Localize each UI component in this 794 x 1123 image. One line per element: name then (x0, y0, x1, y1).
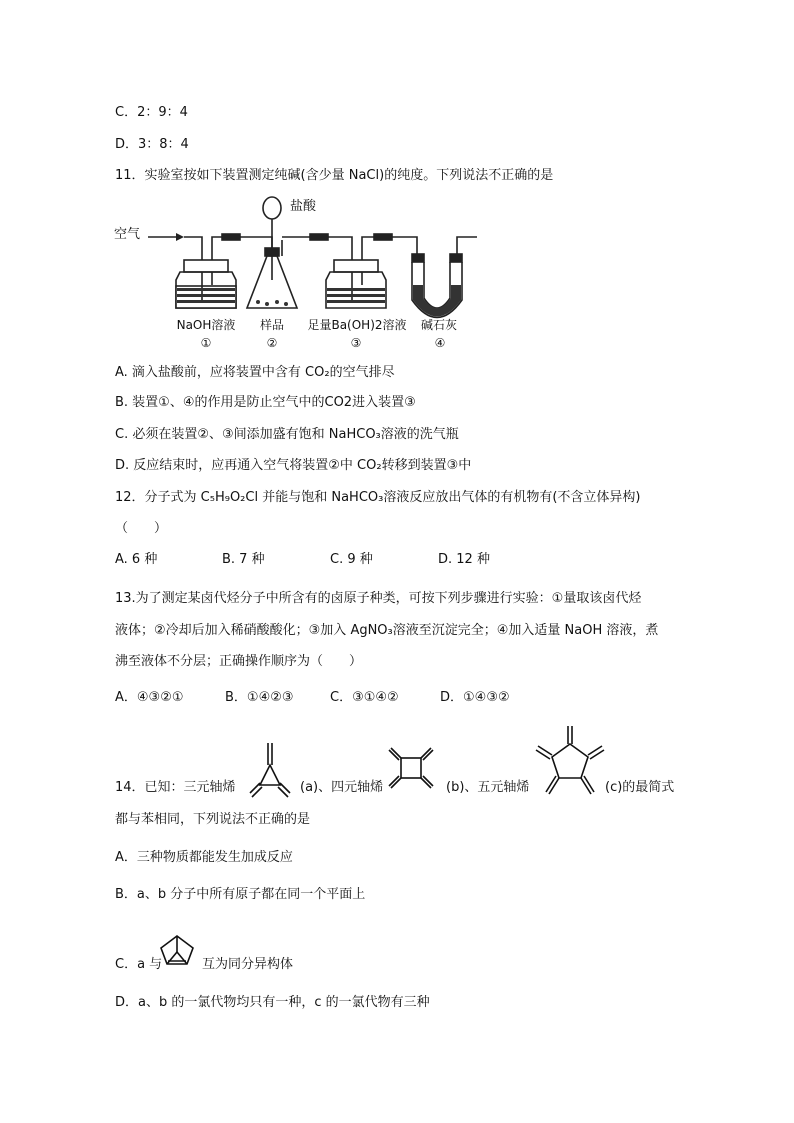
trimethylenecyclopropane-structure (250, 735, 290, 805)
q11-option-c: C. 必须在装置②、③间添加盛有饱和 NaHCO₃溶液的洗气瓶 (115, 427, 459, 442)
q14-stem-part4: (c)的最简式 (605, 780, 675, 795)
device-1-label: NaOH溶液 (176, 318, 236, 332)
q12-option-c: C. 9 种 (330, 552, 373, 567)
device-3-number: ③ (350, 336, 362, 350)
q13-stem-line3: 沸至液体不分层；正确操作顺序为（ ） (115, 654, 363, 669)
pentamethylenecyclopentane-structure (535, 722, 605, 802)
apparatus-diagram (112, 190, 492, 360)
q14-stem-part2: (a)、四元轴烯 (300, 780, 384, 795)
q12-stem: 12．分子式为 C₅H₉O₂Cl 并能与饱和 NaHCO₃溶液反应放出气体的有机物有(不含立体异构) (115, 490, 641, 505)
q11-option-b: B. 装置①、④的作用是防止空气中的CO2进入装置③ (115, 395, 416, 410)
device-3-label: 足量Ba(OH)2溶液 (307, 318, 407, 332)
device-4-label: 碱石灰 (420, 318, 457, 332)
q13-option-b: B．①④②③ (225, 690, 294, 705)
q13-option-c: C．③①④② (330, 690, 399, 705)
tetramethylenecyclobutane-structure (386, 738, 436, 798)
q12-option-d: D. 12 种 (438, 552, 490, 567)
q13-stem-line2: 液体；②冷却后加入稀硝酸酸化；③加入 AgNO₃溶液至沉淀完全；④加入适量 NaOH 溶液，煮 (115, 623, 659, 638)
air-label: 空气 (114, 227, 141, 242)
device-2-number: ② (266, 336, 278, 350)
q11-option-a: A. 滴入盐酸前，应将装置中含有 CO₂的空气排尽 (115, 365, 395, 380)
q13-stem-line1: 13.为了测定某卤代烃分子中所含有的卤原子种类，可按下列步骤进行实验：①量取该卤代烃 (115, 591, 642, 606)
q14-option-c-pre: C．a 与 (115, 957, 163, 972)
q14-stem-part1: 14．已知：三元轴烯 (115, 780, 236, 795)
q12-option-a: A. 6 种 (115, 552, 158, 567)
q13-option-d: D．①④③② (440, 690, 510, 705)
q14-option-d: D．a、b 的一氯代物均只有一种，c 的一氯代物有三种 (115, 995, 430, 1010)
bicyclic-structure (155, 930, 199, 970)
q14-stem-line2: 都与苯相同，下列说法不正确的是 (115, 812, 311, 827)
q14-option-a: A．三种物质都能发生加成反应 (115, 850, 293, 865)
acid-label: 盐酸 (290, 199, 317, 214)
q12-option-b: B. 7 种 (222, 552, 265, 567)
device-2-label: 样品 (259, 318, 284, 332)
q11-stem: 11．实验室按如下装置测定纯碱(含少量 NaCl)的纯度。下列说法不正确的是 (115, 168, 554, 183)
device-1-number: ① (200, 336, 212, 350)
apparatus-drawing (112, 190, 492, 360)
q12-blank: （ ） (115, 521, 168, 536)
q14-stem-part3: (b)、五元轴烯 (446, 780, 530, 795)
q14-option-b: B．a、b 分子中所有原子都在同一个平面上 (115, 887, 366, 902)
option-c-prev: C．2：9：4 (115, 105, 188, 120)
device-4-number: ④ (434, 336, 446, 350)
option-d-prev: D．3：8：4 (115, 137, 189, 152)
q11-option-d: D. 反应结束时，应再通入空气将装置②中 CO₂转移到装置③中 (115, 458, 472, 473)
q13-option-a: A．④③②① (115, 690, 184, 705)
q14-option-c-post: 互为同分异构体 (202, 957, 294, 972)
